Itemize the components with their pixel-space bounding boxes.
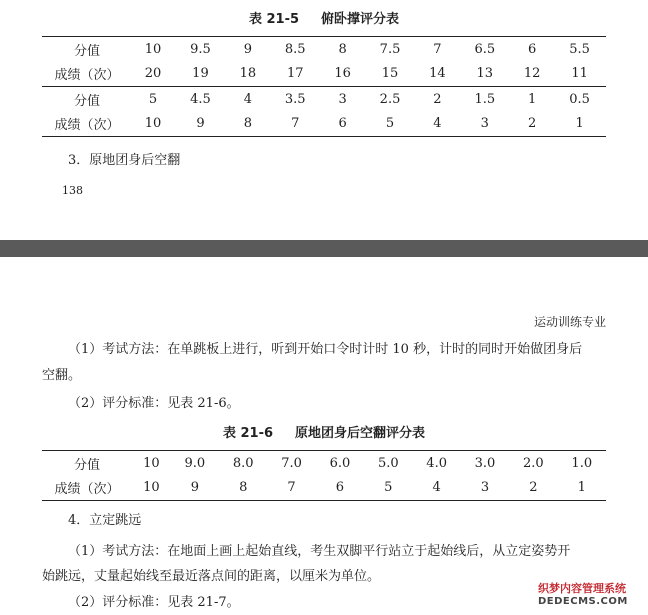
table-cell: 8.5 — [269, 37, 322, 62]
table-cell: 9 — [227, 37, 269, 62]
table-cell: 16 — [322, 62, 364, 87]
row-header-cell: 分值 — [42, 37, 132, 62]
table-cell: 10 — [132, 476, 171, 501]
page-number: 138 — [62, 184, 83, 197]
table-cell: 7 — [416, 37, 458, 62]
table-cell: 2 — [509, 476, 557, 501]
table-21-6-caption: 原地团身后空翻评分表 — [295, 426, 426, 441]
table-cell: 4 — [412, 476, 460, 501]
jump-paragraph-line2: 始跳远，丈量起始线至最近落点间的距离，以厘米为单位。 — [42, 569, 381, 584]
table-cell: 15 — [364, 62, 417, 87]
table-row — [42, 37, 606, 62]
table-cell: 1 — [558, 476, 606, 501]
table-cell: 10 — [132, 451, 171, 476]
row-header-cell: 分值 — [42, 87, 132, 112]
table-21-5 — [42, 36, 606, 137]
section-4-heading: 4．立定跳远 — [68, 513, 142, 528]
table-cell: 7.0 — [267, 451, 315, 476]
watermark-logo — [538, 580, 644, 612]
page-gap — [0, 240, 648, 257]
table-cell: 4.5 — [174, 87, 227, 112]
table-21-5-number: 表 21-5 — [248, 12, 300, 27]
table-21-5-caption: 俯卧撑评分表 — [321, 12, 400, 27]
table-cell: 8 — [219, 476, 267, 501]
table-cell: 6 — [316, 476, 364, 501]
table-cell: 14 — [416, 62, 458, 87]
table-cell: 8 — [227, 112, 269, 137]
table-cell: 6.0 — [316, 451, 364, 476]
table-cell: 17 — [269, 62, 322, 87]
table-cell: 1.5 — [458, 87, 511, 112]
table-cell: 5 — [364, 476, 412, 501]
table-cell: 2 — [416, 87, 458, 112]
method-paragraph-line1: （1）考试方法：在单跳板上进行，听到开始口令时计时 10 秒，计时的同时开始做团身后 — [68, 342, 583, 357]
table-cell: 6.5 — [458, 37, 511, 62]
table-cell: 8 — [322, 37, 364, 62]
table-cell: 19 — [174, 62, 227, 87]
table-cell: 18 — [227, 62, 269, 87]
table-cell: 5.0 — [364, 451, 412, 476]
table-cell: 9 — [174, 112, 227, 137]
table-cell: 4 — [416, 112, 458, 137]
table-21-6-number: 表 21-6 — [222, 426, 274, 441]
table-cell: 13 — [458, 62, 511, 87]
section-3-heading: 3．原地团身后空翻 — [68, 153, 181, 168]
table-cell: 3.5 — [269, 87, 322, 112]
table-cell: 5 — [364, 112, 417, 137]
table-cell: 7 — [267, 476, 315, 501]
table-cell: 11 — [553, 62, 606, 87]
table-cell: 12 — [511, 62, 553, 87]
table-cell: 4 — [227, 87, 269, 112]
table-21-6 — [42, 450, 606, 501]
table-row — [42, 87, 606, 112]
watermark-top-text: 织梦内容管理系统 — [538, 582, 626, 595]
jump-standard-paragraph: （2）评分标准：见表 21-7。 — [68, 595, 240, 610]
table-cell: 2 — [511, 112, 553, 137]
table-21-6-title — [0, 422, 648, 441]
running-head: 运动训练专业 — [533, 315, 606, 329]
table-cell: 1 — [553, 112, 606, 137]
table-cell: 5.5 — [553, 37, 606, 62]
table-cell: 6 — [322, 112, 364, 137]
table-cell: 5 — [132, 87, 174, 112]
method-paragraph-line2: 空翻。 — [42, 368, 82, 383]
table-cell: 3.0 — [461, 451, 509, 476]
table-row — [42, 112, 606, 137]
table-cell: 1.0 — [558, 451, 606, 476]
table-cell: 0.5 — [553, 87, 606, 112]
table-cell: 7.5 — [364, 37, 417, 62]
table-cell: 3 — [458, 112, 511, 137]
row-header-cell: 分值 — [42, 451, 132, 476]
table-cell: 2.5 — [364, 87, 417, 112]
table-cell: 2.0 — [509, 451, 557, 476]
table-cell: 20 — [132, 62, 174, 87]
table-row — [42, 451, 606, 476]
table-cell: 8.0 — [219, 451, 267, 476]
table-row — [42, 476, 606, 501]
jump-paragraph-line1: （1）考试方法：在地面上画上起始直线，考生双脚平行站立于起始线后，从立定姿势开 — [68, 544, 571, 559]
table-21-5-title — [0, 8, 648, 27]
table-cell: 4.0 — [412, 451, 460, 476]
table-cell: 9.0 — [171, 451, 219, 476]
table-cell: 3 — [322, 87, 364, 112]
standard-paragraph: （2）评分标准：见表 21-6。 — [68, 396, 240, 411]
row-header-cell: 成绩（次） — [42, 62, 132, 87]
table-cell: 10 — [132, 112, 174, 137]
table-cell: 1 — [511, 87, 553, 112]
table-cell: 9.5 — [174, 37, 227, 62]
table-cell: 10 — [132, 37, 174, 62]
watermark-bottom-text: DEDECMS.COM — [538, 596, 628, 607]
row-header-cell: 成绩（次） — [42, 112, 132, 137]
table-cell: 3 — [461, 476, 509, 501]
table-row — [42, 62, 606, 87]
table-cell: 9 — [171, 476, 219, 501]
table-cell: 7 — [269, 112, 322, 137]
table-cell: 6 — [511, 37, 553, 62]
row-header-cell: 成绩（次） — [42, 476, 132, 501]
